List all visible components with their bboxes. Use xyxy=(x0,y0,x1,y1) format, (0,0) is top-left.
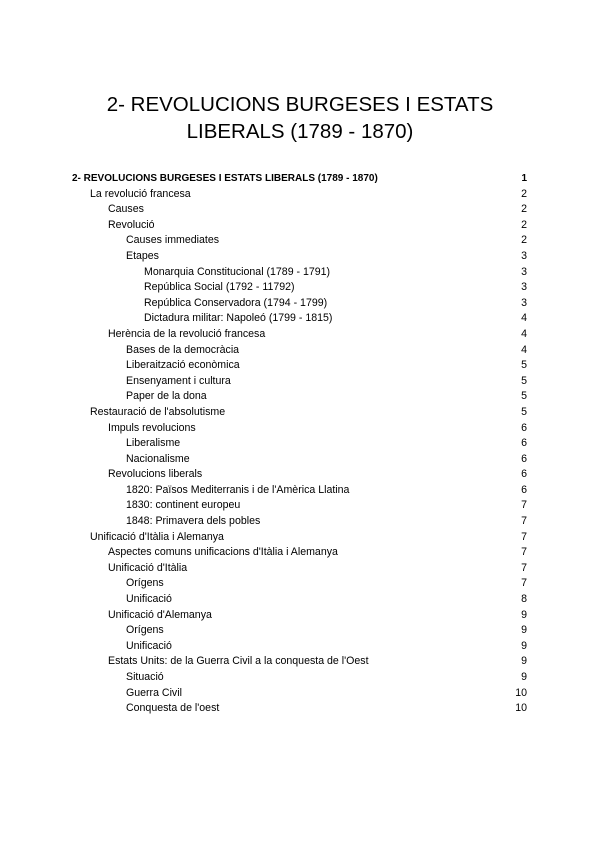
toc-entry[interactable] xyxy=(72,608,527,624)
toc-entry-label: Unificació d'Alemanya xyxy=(108,608,212,621)
toc-entry[interactable] xyxy=(72,296,527,312)
toc-page-number: 6 xyxy=(521,437,527,450)
toc-entry-label: Restauració de l'absolutisme xyxy=(90,405,226,418)
toc-entry[interactable] xyxy=(72,187,527,203)
toc-entry-label: Unificació xyxy=(126,593,172,606)
toc-page-number: 1 xyxy=(521,173,527,184)
toc-entry-label: Nacionalisme xyxy=(126,452,190,465)
toc-page-number: 3 xyxy=(521,296,527,309)
toc-entry-label: Aspectes comuns unificacions d'Itàlia i Alemanya xyxy=(108,546,338,559)
toc-entry-label: República Social (1792 - 11792) xyxy=(144,281,295,294)
toc-entry-label: 2- REVOLUCIONS BURGESES I ESTATS LIBERALS (1789 - 1870) xyxy=(72,173,378,184)
toc-page-number: 8 xyxy=(521,593,527,606)
toc-entry[interactable] xyxy=(72,233,527,249)
toc-page-number: 5 xyxy=(521,359,527,372)
toc-entry-label: Paper de la dona xyxy=(126,390,207,403)
toc-entry[interactable] xyxy=(72,343,527,359)
toc-entry-label: Revolucions liberals xyxy=(108,468,203,481)
toc-page-number: 7 xyxy=(521,515,527,528)
toc-entry[interactable] xyxy=(72,374,527,390)
toc-page-number: 9 xyxy=(521,608,527,621)
toc-page-number: 5 xyxy=(521,374,527,387)
toc-page-number: 9 xyxy=(521,639,527,652)
toc-entry[interactable] xyxy=(72,311,527,327)
toc-entry[interactable] xyxy=(72,327,527,343)
toc-entry[interactable] xyxy=(72,218,527,234)
toc-page-number: 3 xyxy=(521,265,527,278)
toc-entry-label: Unificació d'Itàlia i Alemanya xyxy=(90,530,224,543)
toc-page-number: 4 xyxy=(521,327,527,340)
toc-entry-label: Ensenyament i cultura xyxy=(126,374,231,387)
toc-entry-label: Unificació d'Itàlia xyxy=(108,561,188,574)
toc-entry-label: 1830: continent europeu xyxy=(126,499,241,512)
toc-entry-label: Liberaització econòmica xyxy=(126,359,240,372)
toc-entry-label: Etapes xyxy=(126,249,159,262)
toc-entry[interactable] xyxy=(72,467,527,483)
toc-page-number: 9 xyxy=(521,671,527,683)
toc-entry[interactable] xyxy=(72,483,527,499)
toc-page-number: 5 xyxy=(521,405,527,418)
toc-page-number: 6 xyxy=(521,468,527,481)
toc-entry[interactable] xyxy=(72,639,527,655)
toc-entry[interactable] xyxy=(72,686,527,702)
toc-page-number: 5 xyxy=(521,390,527,403)
toc-entry[interactable] xyxy=(72,561,527,577)
toc-page-number: 7 xyxy=(521,499,527,512)
toc-page-number: 7 xyxy=(521,577,527,590)
toc-entry-label: Bases de la democràcia xyxy=(126,343,240,356)
toc-entry-label: Revolució xyxy=(108,218,155,231)
toc-entry[interactable] xyxy=(72,452,527,468)
toc-entry-label: La revolució francesa xyxy=(90,187,191,200)
toc-entry[interactable] xyxy=(72,670,527,686)
toc-page-number: 9 xyxy=(521,624,527,637)
toc-page-number: 9 xyxy=(521,655,527,668)
toc-page-number: 3 xyxy=(521,249,527,262)
toc-entry[interactable] xyxy=(72,280,527,296)
toc-page-number: 7 xyxy=(521,530,527,543)
toc-page-number: 4 xyxy=(521,343,527,356)
toc-entry[interactable] xyxy=(72,701,527,717)
toc-page-number: 4 xyxy=(521,312,527,325)
toc-entry-label: Liberalisme xyxy=(126,437,181,450)
toc-page-number: 7 xyxy=(521,546,527,559)
toc-entry[interactable] xyxy=(72,389,527,405)
toc-entry-label: Estats Units: de la Guerra Civil a la conquesta de l'Oest xyxy=(108,655,369,668)
toc-entry[interactable] xyxy=(72,405,527,421)
toc-entry[interactable] xyxy=(72,421,527,437)
toc-entry-label: Dictadura militar: Napoleó (1799 - 1815) xyxy=(144,312,333,325)
toc-entry[interactable] xyxy=(72,171,527,187)
toc-entry[interactable] xyxy=(72,202,527,218)
toc-entry[interactable] xyxy=(72,576,527,592)
title-line-2: LIBERALS (1789 - 1870) xyxy=(186,120,414,143)
toc-entry[interactable] xyxy=(72,545,527,561)
toc-entry[interactable] xyxy=(72,436,527,452)
toc-page-number: 6 xyxy=(521,421,527,434)
toc-entry-label: República Conservadora (1794 - 1799) xyxy=(144,296,328,309)
toc-entry-label: Orígens xyxy=(126,577,164,590)
toc-entry[interactable] xyxy=(72,654,527,670)
toc-entry[interactable] xyxy=(72,514,527,530)
toc-entry[interactable] xyxy=(72,249,527,265)
toc-entry-label: Conquesta de l'oest xyxy=(126,702,220,715)
toc-page-number: 10 xyxy=(515,686,527,699)
toc-entry-label: Situació xyxy=(126,671,164,683)
toc-entry-label: Orígens xyxy=(126,624,164,637)
toc-page-number: 2 xyxy=(521,187,527,200)
toc-page-number: 7 xyxy=(521,561,527,574)
toc-entry-label: 1820: Països Mediterranis i de l'Amèrica Llatina xyxy=(126,483,350,496)
toc-entry[interactable] xyxy=(72,358,527,374)
document-title xyxy=(0,91,600,145)
table-of-contents xyxy=(72,171,527,717)
toc-entry-label: Guerra Civil xyxy=(126,686,182,699)
toc-entry-label: Unificació xyxy=(126,639,172,652)
toc-page-number: 6 xyxy=(521,452,527,465)
toc-entry[interactable] xyxy=(72,592,527,608)
toc-entry-label: Causes xyxy=(108,203,144,216)
toc-page-number: 2 xyxy=(521,203,527,216)
toc-entry-label: Monarquia Constitucional (1789 - 1791) xyxy=(144,265,331,278)
toc-page-number: 2 xyxy=(521,218,527,231)
toc-entry[interactable] xyxy=(72,530,527,546)
toc-entry[interactable] xyxy=(72,498,527,514)
toc-entry-label: Impuls revolucions xyxy=(108,421,196,434)
title-line-1: 2- REVOLUCIONS BURGESES I ESTATS xyxy=(106,93,494,116)
toc-page-number: 6 xyxy=(521,483,527,496)
toc-entry-label: Causes immediates xyxy=(126,234,220,247)
toc-page-number: 3 xyxy=(521,281,527,294)
toc-page-number: 2 xyxy=(521,234,527,247)
toc-entry[interactable] xyxy=(72,623,527,639)
toc-entry-label: 1848: Primavera dels pobles xyxy=(126,515,261,528)
toc-entry[interactable] xyxy=(72,265,527,281)
toc-page-number: 10 xyxy=(515,702,527,715)
toc-entry-label: Herència de la revolució francesa xyxy=(108,327,266,340)
